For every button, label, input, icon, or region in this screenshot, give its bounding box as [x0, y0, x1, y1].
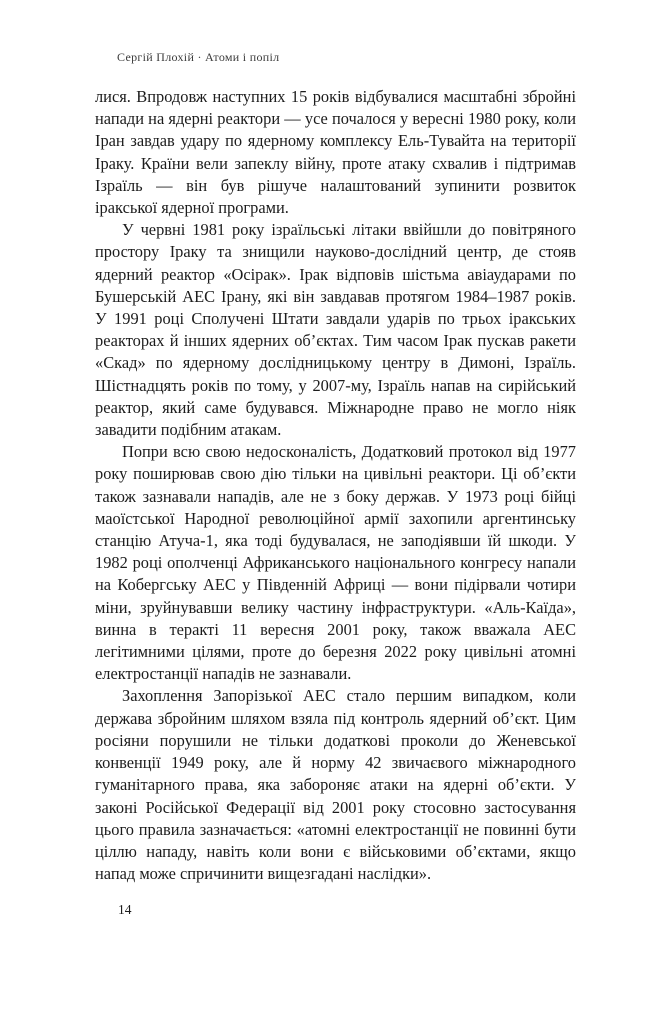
paragraph: Захоплення Запорізької АЕС стало першим випадком, коли держава збройним шляхом взяла під контроль ядерний об’єкт. Цим росіяни порушили не тільки додаткові проколи до Женевської конвенції 1949 року, але й норму 42 звичаєвого міжнародного гуманітарного права, яка забороняє атаки на ядерні об’єкти. У законі Російської Федерації від 2001 року стосовно застосування цього правила зазначається: «атомні електростанції не повинні бути ціллю нападу, навіть коли вони є військовими об’єктами, якщо напад може спричинити вищезгадані наслідки». — [95, 686, 576, 884]
running-header: Сергій Плохій · Атоми і попіл — [117, 50, 280, 64]
paragraph: У червні 1981 року ізраїльські літаки ввійшли до повітряного простору Іраку та знищили науково-дослідний центр, де стояв ядерний реактор «Осірак». Ірак відповів шістьма авіаударами по Бушерській АЕС Ірану, які він завдавав протягом 1984–1987 років. У 1991 році Сполучені Штати завдали ударів по трьох іракських реакторах й інших ядерних об’єктах. Тим часом Ірак пускав ракети «Скад» по ядерному дослідницькому центру в Димоні, Ізраїль. Шістнадцять років по тому, у 2007-му, Ізраїль напав на сирійський реактор, який саме будувався. Міжнародне право не могло ніяк завадити подібним атакам. — [95, 220, 576, 440]
page-number: 14 — [118, 902, 132, 917]
body-text — [95, 86, 576, 885]
paragraph: Попри всю свою недосконалість, Додатковий протокол від 1977 року поширював свою дію тільки на цивільні реактори. Ці об’єкти також зазнавали нападів, але не з боку держав. У 1973 році бійці маоїстської Народної революційної армії захопили аргентинську станцію Атуча-1, яка тоді будувалася, не заподіявши їй шкоди. У 1982 році ополченці Африканського національного конгресу напали на Кобергську АЕС у Південній Африці — вони підірвали чотири міни, зруйнувавши велику частину інфраструктури. «Аль-Каїда», винна в теракті 11 вересня 2001 року, також вважала АЕС легітимними цілями, проте до березня 2022 року цивільні атомні електростанції нападів не зазнавали. — [95, 442, 576, 684]
paragraph: лися. Впродовж наступних 15 років відбувалися масштабні збройні напади на ядерні реактори — усе почалося у вересні 1980 року, коли Іран завдав удару по ядерному комплексу Ель-Тувайта на території Іраку. Країни вели запеклу війну, проте атаку схвалив і підтримав Ізраїль — він був рішуче налаштований зупинити розвиток іракської ядерної програми. — [95, 87, 576, 218]
